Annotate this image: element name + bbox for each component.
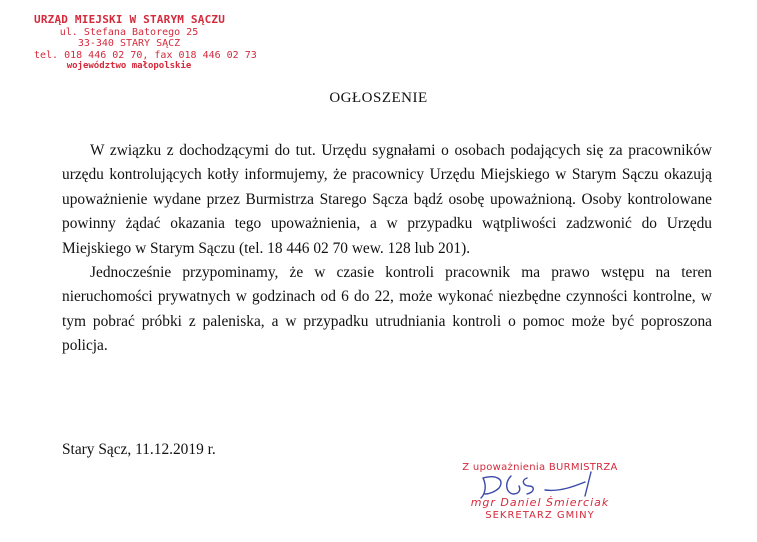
place-and-date: Stary Sącz, 11.12.2019 r. bbox=[62, 441, 216, 458]
signature-authority: Z upoważnienia BURMISTRZA bbox=[462, 462, 618, 473]
signature-stamp bbox=[440, 462, 640, 523]
signature-name: mgr Daniel Śmierciak bbox=[470, 496, 610, 509]
document-title: OGŁOSZENIE bbox=[329, 90, 428, 106]
office-header-stamp bbox=[34, 13, 257, 73]
stamp-phone-fax: tel. 018 446 02 70, fax 018 446 02 73 bbox=[34, 49, 257, 61]
stamp-postal-city: 33-340 STARY SĄCZ bbox=[77, 38, 181, 49]
stamp-voivodeship: województwo małopolskie bbox=[66, 61, 192, 71]
stamp-office-name: URZĄD MIEJSKI W STARYM SĄCZU bbox=[34, 13, 226, 26]
signature-role: SEKRETARZ GMINY bbox=[485, 510, 595, 521]
paragraph-2: Jednocześnie przypominamy, że w czasie kontroli pracownik ma prawo wstępu na teren nieruchomości prywatnych w godzinach od 6 do 22, może wykonać niezbędne czynności kontrolne, w tym pobrać próbki z paleniska, a w przypadku utrudniania kontroli o pomoc może być poproszona policja. bbox=[62, 264, 712, 355]
document-body bbox=[62, 139, 712, 359]
stamp-street: ul. Stefana Batorego 25 bbox=[59, 26, 199, 38]
paragraph-1: W związku z dochodzącymi do tut. Urzędu sygnałami o osobach podających się za pracowników urzędu kontrolujących kotły informujemy, że pracownicy Urzędu Miejskiego w Starym Sączu okazują upoważnienie wydane przez Burmistrza Starego Sącza bądź osobę upoważnioną. Osoby kontrolowane powinny żądać okazania tego upoważnienia, a w przypadku wątpliwości zadzwonić do Urzędu Miejskiego w Starym Sączu (tel. 18 446 02 70 wew. 128 lub 201). bbox=[62, 142, 712, 257]
